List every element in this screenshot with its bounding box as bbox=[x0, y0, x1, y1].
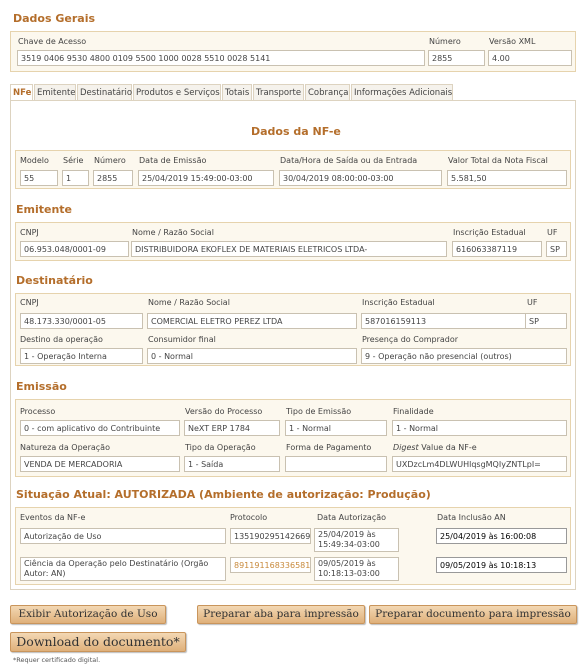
emitente-uf-label: UF bbox=[547, 228, 558, 237]
nfe-numero-label: Número bbox=[94, 156, 126, 165]
nfe-numero-field[interactable]: 2855 bbox=[93, 170, 133, 186]
dest-nome-label: Nome / Razão Social bbox=[148, 298, 230, 307]
finalidade-field[interactable]: 1 - Normal bbox=[392, 420, 567, 436]
emitente-box bbox=[15, 222, 571, 261]
emitente-ie-field[interactable]: 616063387119 bbox=[452, 241, 542, 257]
destino-label: Destino da operação bbox=[20, 335, 103, 344]
data-aut-row-2-field[interactable]: 09/05/2019 às 10:18:13-03:00 bbox=[314, 557, 399, 581]
emissao-field[interactable]: 25/04/2019 15:49:00-03:00 bbox=[138, 170, 274, 186]
versao-processo-field[interactable]: NeXT ERP 1784 bbox=[184, 420, 280, 436]
processo-label: Processo bbox=[20, 407, 56, 416]
pagamento-field[interactable] bbox=[285, 456, 387, 472]
emitente-title: Emitente bbox=[16, 203, 73, 216]
emitente-nome-field[interactable]: DISTRIBUIDORA EKOFLEX DE MATERIAIS ELETRICOS LTDA- bbox=[131, 241, 447, 257]
modelo-label: Modelo bbox=[20, 156, 49, 165]
presenca-field[interactable]: 9 - Operação não presencial (outros) bbox=[361, 348, 567, 364]
versao-xml-label: Versão XML bbox=[489, 37, 536, 46]
data-inc-row-1-field[interactable]: 25/04/2019 às 16:00:08 bbox=[436, 528, 567, 544]
consumidor-field[interactable]: 0 - Normal bbox=[147, 348, 357, 364]
evento-row-1-field[interactable]: Autorização de Uso bbox=[20, 528, 226, 544]
data-inc-row-2-field[interactable]: 09/05/2019 às 10:18:13 bbox=[436, 557, 567, 573]
data-inclusao-label: Data Inclusão AN bbox=[437, 513, 506, 522]
data-aut-row-1-field[interactable]: 25/04/2019 às 15:49:34-03:00 bbox=[314, 528, 399, 552]
chave-field[interactable]: 3519 0406 9530 4800 0109 5500 1000 0028 5510 0028 5141 bbox=[17, 50, 425, 66]
exibir-autorizacao-button[interactable]: Exibir Autorização de Uso bbox=[10, 605, 166, 624]
situacao-title: Situação Atual: AUTORIZADA (Ambiente de autorização: Produção) bbox=[16, 488, 431, 501]
destino-field[interactable]: 1 - Operação Interna bbox=[20, 348, 143, 364]
dest-nome-field[interactable]: COMERCIAL ELETRO PEREZ LTDA bbox=[147, 313, 357, 329]
protocolo-label: Protocolo bbox=[230, 513, 268, 522]
serie-label: Série bbox=[63, 156, 84, 165]
protocolo-row-2-field[interactable]: 891191168336581 bbox=[230, 557, 311, 573]
emitente-cnpj-field[interactable]: 06.953.048/0001-09 bbox=[20, 241, 129, 257]
digest-label-italic: Digest bbox=[393, 443, 419, 452]
tipo-emissao-label: Tipo de Emissão bbox=[286, 407, 352, 416]
modelo-field[interactable]: 55 bbox=[20, 170, 58, 186]
dest-ie-label: Inscrição Estadual bbox=[362, 298, 435, 307]
saida-label: Data/Hora de Saída ou da Entrada bbox=[280, 156, 418, 165]
valor-label: Valor Total da Nota Fiscal bbox=[448, 156, 548, 165]
dest-uf-label: UF bbox=[527, 298, 538, 307]
dados-nfe-title: Dados da NF-e bbox=[251, 125, 341, 138]
tab-produtos[interactable]: Produtos e Serviços bbox=[133, 84, 221, 100]
emitente-nome-label: Nome / Razão Social bbox=[132, 228, 214, 237]
pagamento-label: Forma de Pagamento bbox=[286, 443, 372, 452]
emissao-box bbox=[15, 399, 571, 477]
digest-label-rest: Value da NF-e bbox=[418, 443, 477, 452]
processo-field[interactable]: 0 - com aplicativo do Contribuinte bbox=[20, 420, 180, 436]
chave-label: Chave de Acesso bbox=[18, 37, 87, 46]
emitente-uf-field[interactable]: SP bbox=[546, 241, 567, 257]
tipo-operacao-field[interactable]: 1 - Saída bbox=[184, 456, 280, 472]
preparar-documento-button[interactable]: Preparar documento para impressão bbox=[369, 605, 577, 624]
eventos-label: Eventos da NF-e bbox=[20, 513, 86, 522]
serie-field[interactable]: 1 bbox=[62, 170, 89, 186]
dados-nfe-box bbox=[15, 150, 571, 189]
destinatario-box bbox=[15, 293, 571, 366]
tab-totais[interactable]: Totais bbox=[222, 84, 252, 100]
tab-transporte[interactable]: Transporte bbox=[253, 84, 304, 100]
dados-gerais-box bbox=[10, 31, 576, 72]
numero-field[interactable]: 2855 bbox=[428, 50, 485, 66]
dest-cnpj-label: CNPJ bbox=[20, 298, 39, 307]
presenca-label: Presença do Comprador bbox=[362, 335, 459, 344]
dest-uf-field[interactable]: SP bbox=[525, 313, 567, 329]
situacao-box bbox=[15, 507, 571, 585]
protocolo-row-1-field[interactable]: 135190295142669 bbox=[230, 528, 311, 544]
valor-field[interactable]: 5.581,50 bbox=[447, 170, 567, 186]
emissao-title: Emissão bbox=[16, 380, 67, 393]
tab-destinatario[interactable]: Destinatário bbox=[77, 84, 132, 100]
digest-field[interactable]: UXDzcLm4DLWUHlqsgMQIyZNTLpI= bbox=[392, 456, 567, 472]
dest-cnpj-field[interactable]: 48.173.330/0001-05 bbox=[20, 313, 143, 329]
versao-xml-field[interactable]: 4.00 bbox=[488, 50, 572, 66]
emissao-label: Data de Emissão bbox=[139, 156, 207, 165]
consumidor-label: Consumidor final bbox=[148, 335, 216, 344]
destinatario-title: Destinatário bbox=[16, 274, 93, 287]
tab-emitente[interactable]: Emitente bbox=[34, 84, 76, 100]
versao-processo-label: Versão do Processo bbox=[185, 407, 263, 416]
tab-nfe[interactable]: NFe bbox=[10, 84, 33, 101]
dest-ie-field[interactable]: 587016159113 bbox=[361, 313, 534, 329]
tab-cobranca[interactable]: Cobrança bbox=[305, 84, 350, 100]
emitente-cnpj-label: CNPJ bbox=[20, 228, 39, 237]
digest-label bbox=[393, 443, 477, 452]
footnote: *Requer certificado digital. bbox=[13, 656, 101, 664]
evento-row-2-field[interactable]: Ciência da Operação pelo Destinatário (Orgão Autor: AN) bbox=[20, 557, 226, 581]
natureza-label: Natureza da Operação bbox=[20, 443, 110, 452]
emitente-ie-label: Inscrição Estadual bbox=[453, 228, 526, 237]
dados-gerais-title: Dados Gerais bbox=[13, 12, 96, 25]
download-documento-button[interactable]: Download do documento* bbox=[10, 632, 186, 652]
tab-informacoes[interactable]: Informações Adicionais bbox=[351, 84, 453, 100]
tipo-emissao-field[interactable]: 1 - Normal bbox=[285, 420, 387, 436]
natureza-field[interactable]: VENDA DE MERCADORIA bbox=[20, 456, 180, 472]
data-autorizacao-label: Data Autorização bbox=[317, 513, 387, 522]
tipo-operacao-label: Tipo da Operação bbox=[185, 443, 256, 452]
numero-label: Número bbox=[429, 37, 461, 46]
preparar-aba-button[interactable]: Preparar aba para impressão bbox=[197, 605, 365, 624]
saida-field[interactable]: 30/04/2019 08:00:00-03:00 bbox=[279, 170, 442, 186]
finalidade-label: Finalidade bbox=[393, 407, 434, 416]
